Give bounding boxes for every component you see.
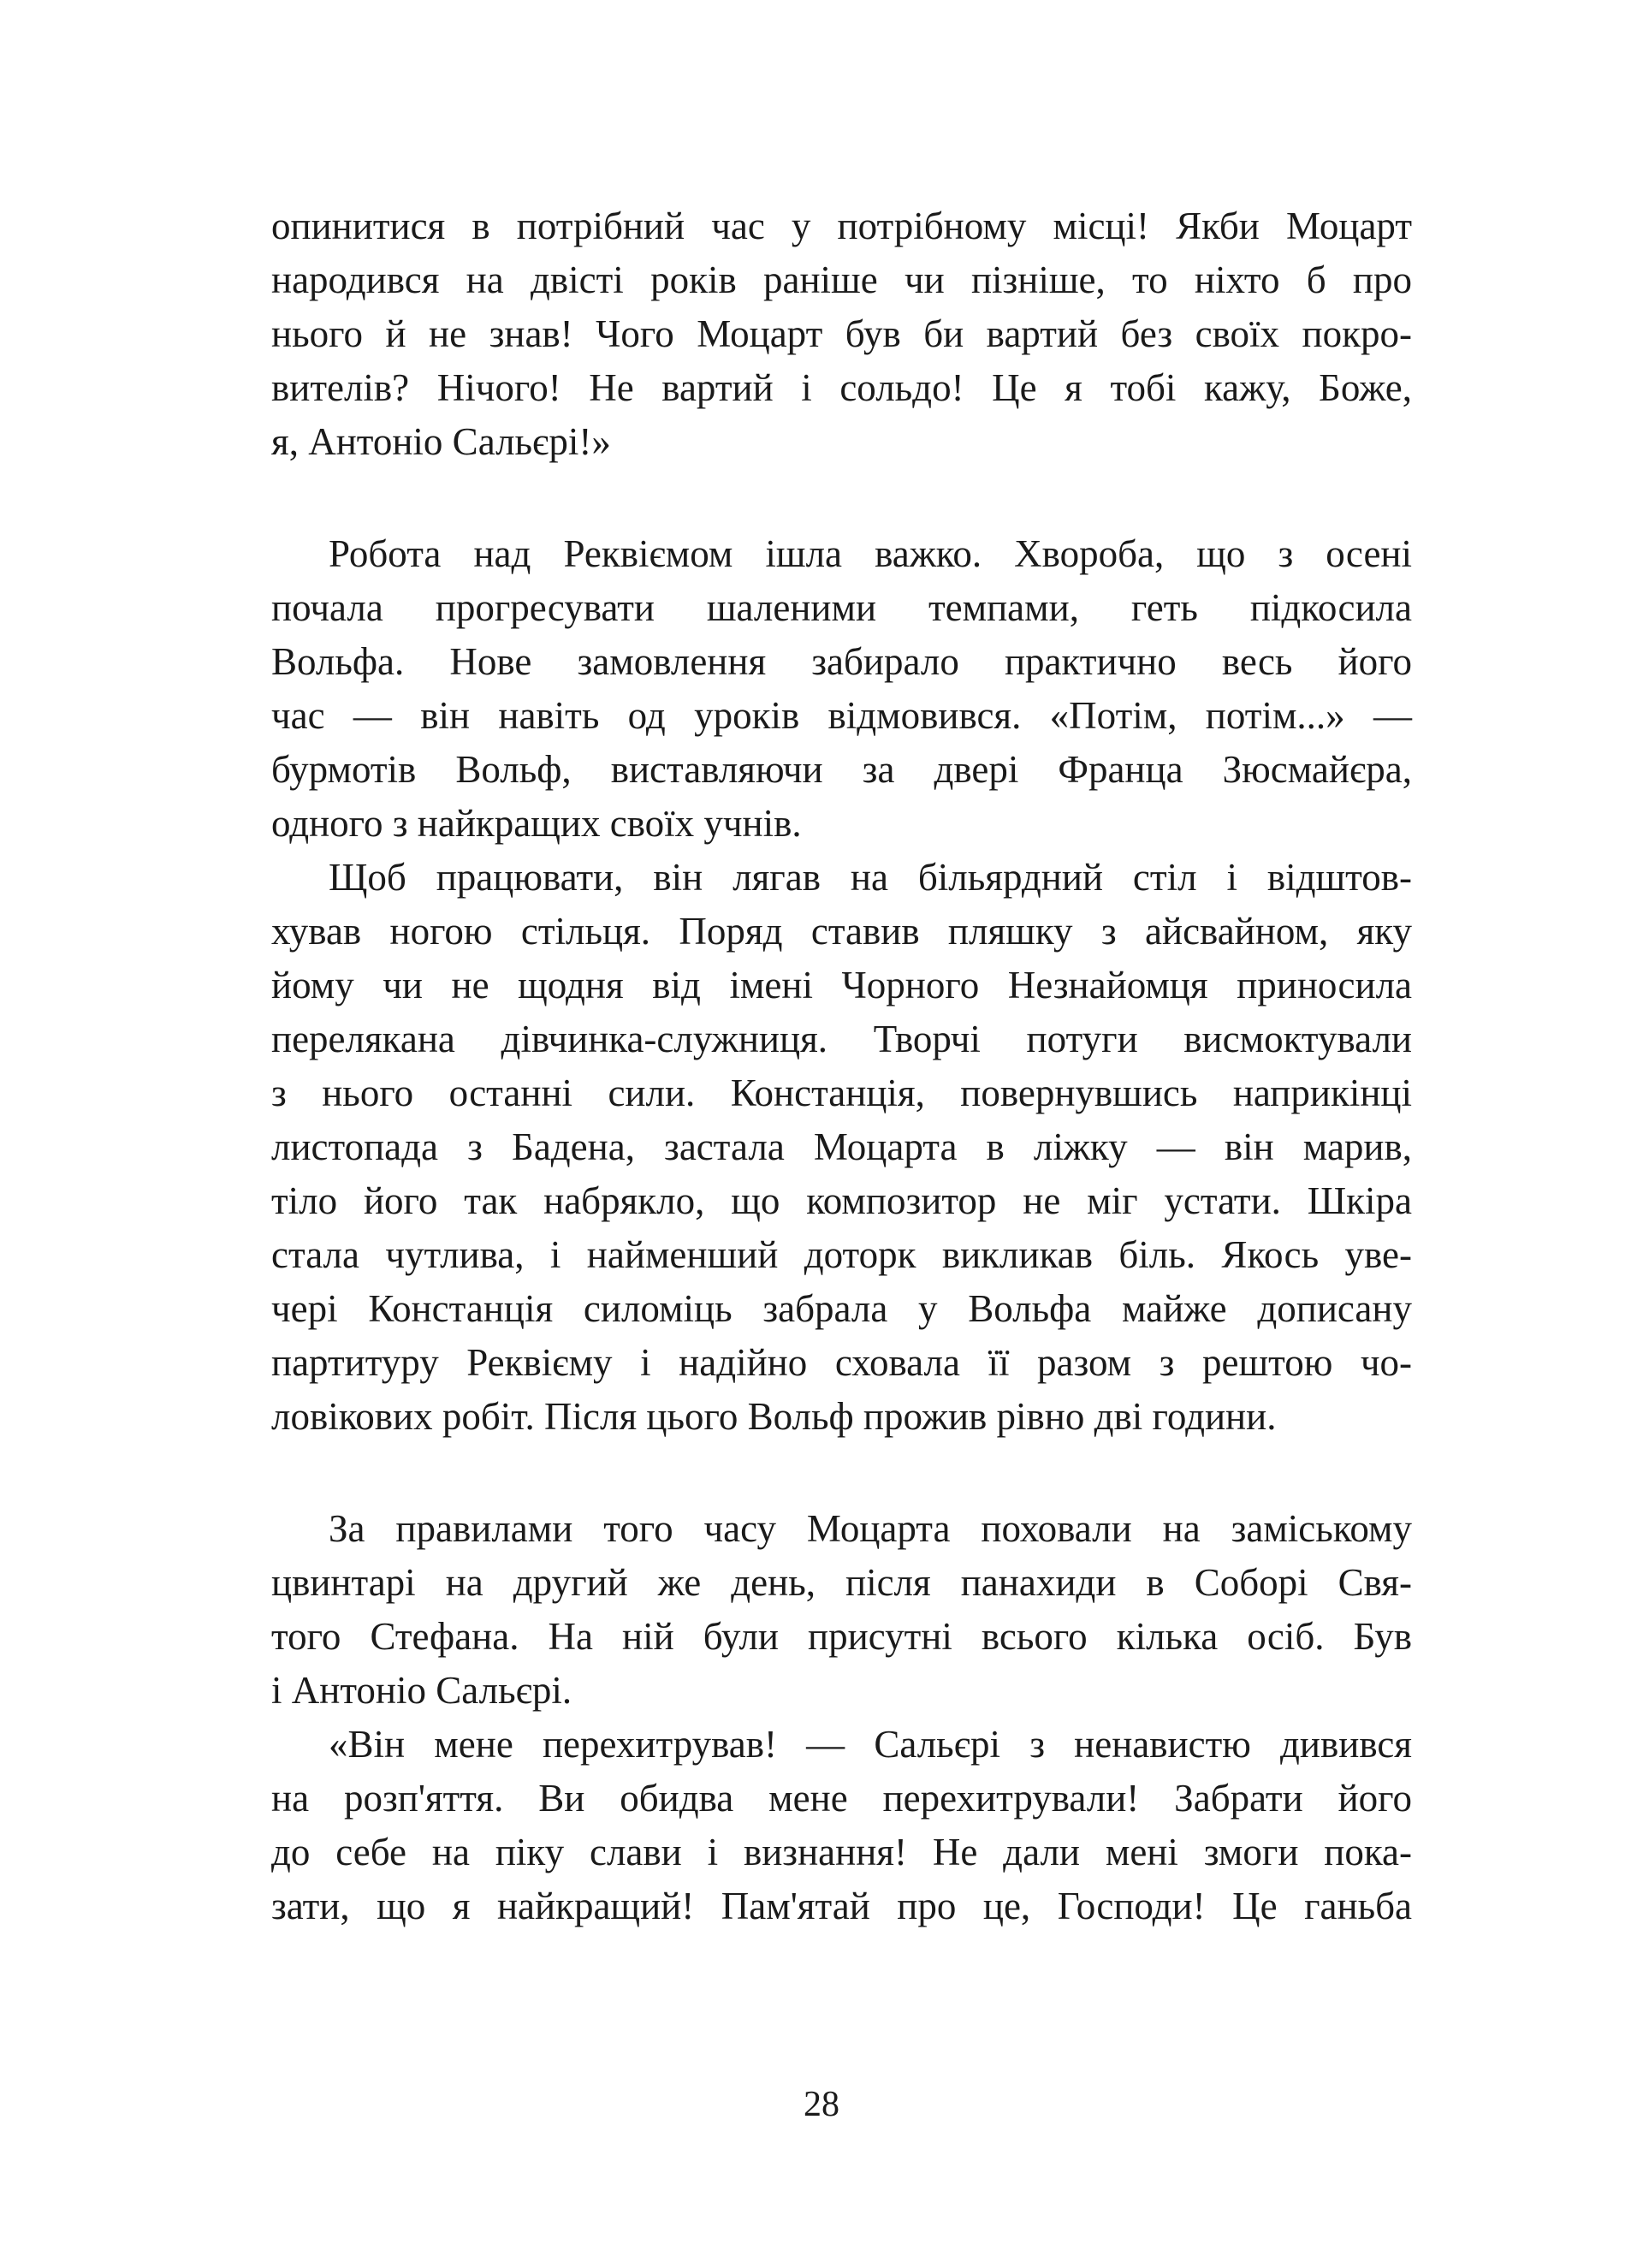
text-line: час — він навіть од уроків відмовився. «Потім, потім...» — bbox=[271, 694, 1412, 737]
text-line: я, Антоніо Сальєрі!» bbox=[271, 420, 611, 463]
text-line: того Стефана. На ній були присутні всього кілька осіб. Був bbox=[271, 1615, 1412, 1658]
text-line: одного з найкращих своїх учнів. bbox=[271, 802, 802, 845]
text-line: почала прогресувати шаленими темпами, геть підкосила bbox=[271, 586, 1412, 629]
page-number: 28 bbox=[804, 2085, 839, 2124]
paragraph bbox=[271, 1502, 1412, 1718]
text-line: бурмотів Вольф, виставляючи за двері Франца Зюсмайєра, bbox=[271, 748, 1412, 791]
text-line: тіло його так набрякло, що композитор не міг устати. Шкіра bbox=[271, 1179, 1412, 1222]
text-line: цвинтарі на другий же день, після панахиди в Соборі Свя- bbox=[271, 1561, 1412, 1604]
paragraph bbox=[271, 1718, 1412, 1933]
paragraph bbox=[271, 527, 1412, 851]
text-line: За правилами того часу Моцарта поховали на заміському bbox=[329, 1507, 1412, 1550]
text-line: і Антоніо Сальєрі. bbox=[271, 1669, 572, 1712]
text-line: з нього останні сили. Констанція, повернувшись наприкінці bbox=[271, 1072, 1412, 1114]
text-line: вителів? Нічого! Не вартий і сольдо! Це я тобі кажу, Боже, bbox=[271, 366, 1412, 409]
text-line: ловікових робіт. Після цього Вольф прожив рівно дві години. bbox=[271, 1395, 1277, 1438]
page-body-text bbox=[271, 199, 1412, 1933]
text-line: стала чутлива, і найменший доторк викликав біль. Якось уве- bbox=[271, 1233, 1412, 1276]
text-line: Вольфа. Нове замовлення забирало практично весь його bbox=[271, 640, 1412, 683]
text-line: до себе на піку слави і визнання! Не дали мені змоги пока- bbox=[271, 1831, 1412, 1873]
text-line: листопада з Бадена, застала Моцарта в ліжку — він марив, bbox=[271, 1125, 1412, 1168]
text-line: йому чи не щодня від імені Чорного Незнайомця приносила bbox=[271, 964, 1412, 1006]
text-line: хував ногою стільця. Поряд ставив пляшку з айсвайном, яку bbox=[271, 910, 1412, 953]
text-line: нього й не знав! Чого Моцарт був би вартий без своїх покро- bbox=[271, 312, 1412, 355]
text-line: Щоб працювати, він лягав на більярдний стіл і відштов- bbox=[329, 856, 1412, 899]
text-line: Робота над Реквіємом ішла важко. Хвороба, що з осені bbox=[329, 532, 1412, 575]
text-line: опинитися в потрібний час у потрібному місці! Якби Моцарт bbox=[271, 205, 1412, 247]
text-line: зати, що я найкращий! Пам'ятай про це, Господи! Це ганьба bbox=[271, 1885, 1412, 1927]
text-line: чері Констанція силоміць забрала у Вольфа майже дописану bbox=[271, 1287, 1412, 1330]
text-line: перелякана дівчинка-служниця. Творчі потуги висмоктували bbox=[271, 1018, 1412, 1060]
paragraph bbox=[271, 199, 1412, 469]
text-line: партитуру Реквієму і надійно сховала її разом з рештою чо- bbox=[271, 1341, 1412, 1384]
paragraph bbox=[271, 851, 1412, 1444]
text-line: народився на двісті років раніше чи пізніше, то ніхто б про bbox=[271, 258, 1412, 301]
text-line: на розп'яття. Ви обидва мене перехитрували! Забрати його bbox=[271, 1777, 1412, 1820]
text-line: «Він мене перехитрував! — Сальєрі з ненавистю дивився bbox=[329, 1723, 1412, 1766]
